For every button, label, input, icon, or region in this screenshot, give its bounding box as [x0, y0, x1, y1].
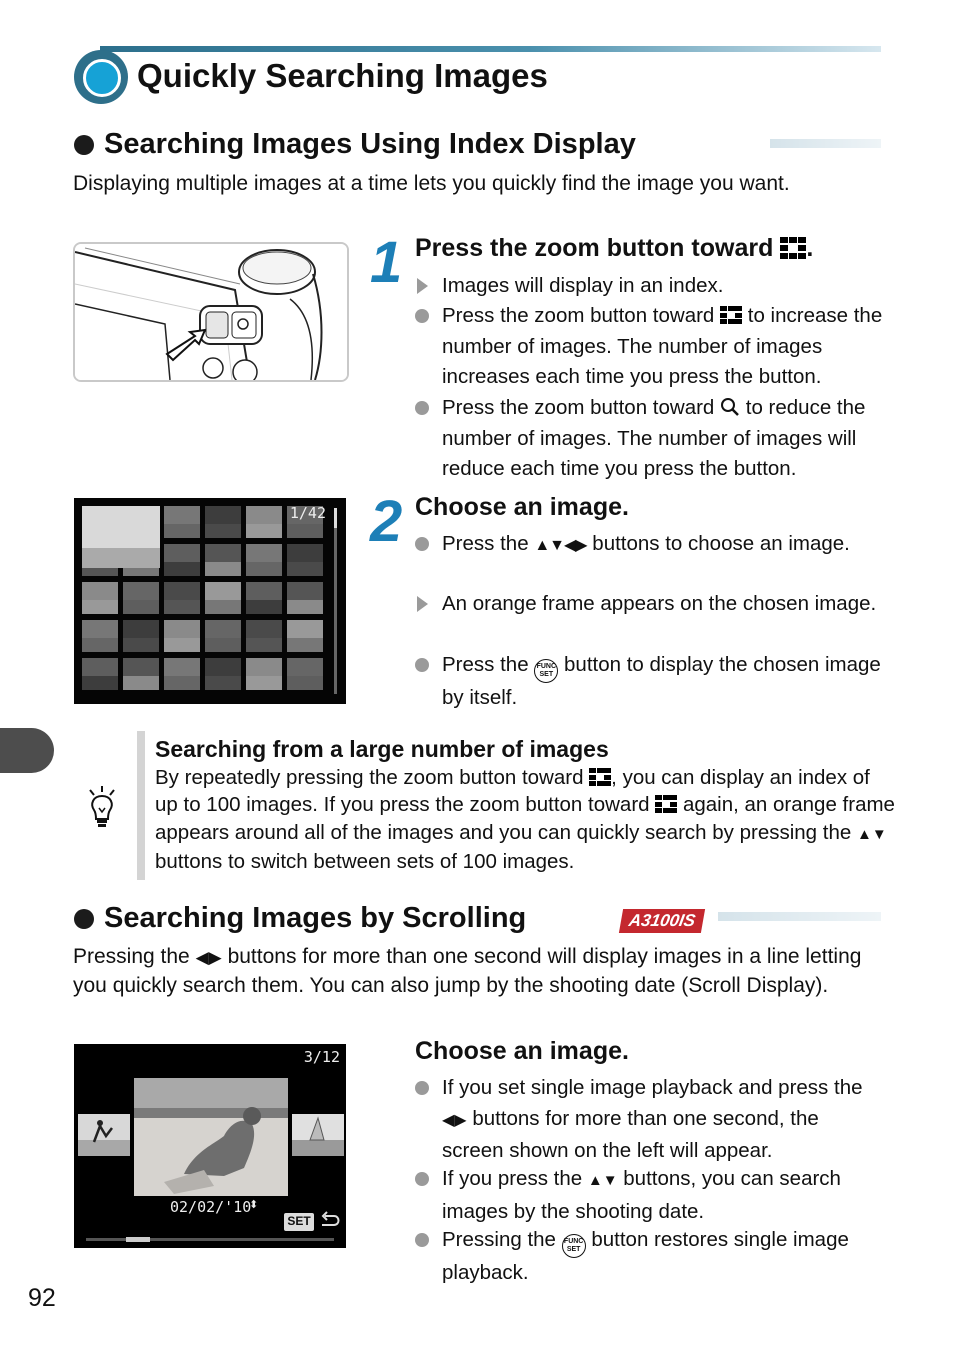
- func-set-button-icon: FUNC SET: [534, 659, 558, 683]
- camera-back-drawing: [75, 244, 347, 380]
- arrow-buttons-icon: ▲▼◀▶: [534, 537, 587, 554]
- thumbnail-detail: [82, 600, 118, 614]
- thumbnail-detail: [164, 524, 200, 538]
- tip-text-1: By repeatedly pressing the zoom button toward: [155, 766, 584, 789]
- thumbnail-detail: [246, 638, 282, 652]
- index-display-screen: [74, 498, 346, 704]
- result-arrow-icon: [417, 596, 428, 612]
- bullet-dot-icon: [415, 537, 429, 551]
- index-zoom-icon: [655, 795, 677, 813]
- index-zoom-icon: [720, 306, 742, 324]
- set-button-label: SET: [287, 1214, 311, 1228]
- func-set-button-icon: FUNC SET: [562, 1234, 586, 1258]
- step1-bullet-2: [415, 301, 885, 393]
- bullet-dot-icon: [415, 1233, 429, 1247]
- bullet-dot-icon: [415, 1081, 429, 1095]
- step-title-3: Choose an image.: [415, 1037, 629, 1065]
- index-zoom-icon: [780, 237, 806, 259]
- header-circle-inner-icon: [83, 59, 121, 97]
- index-thumbnail-grid: [74, 498, 346, 704]
- thumbnail-detail: [246, 600, 282, 614]
- thumbnail-detail: [287, 562, 323, 576]
- date-updown-icon: ⬍: [249, 1199, 259, 1211]
- chapter-side-tab: [0, 728, 54, 773]
- thumbnail-detail: [205, 600, 241, 614]
- step2-bullet-1-pre: Press the: [442, 532, 529, 555]
- step1-bullet-2-post: to increase the number of images. The number of images increases each time you press the button.: [442, 304, 883, 388]
- thumbnail-detail: [287, 524, 323, 538]
- page-title: Quickly Searching Images: [137, 57, 548, 94]
- step-number-2: 2: [370, 489, 403, 554]
- step2-bullet-1: [415, 529, 885, 562]
- thumbnail-detail: [246, 524, 282, 538]
- bullet-dot-icon: [415, 658, 429, 672]
- header-rule: [100, 46, 881, 52]
- thumbnail-detail: [123, 600, 159, 614]
- camera-illustration: [73, 242, 349, 382]
- index-zoom-icon: [589, 768, 611, 786]
- section-title-scrolling: Searching Images by Scrolling: [104, 902, 527, 934]
- tip-text-4: buttons to switch between sets of 100 images.: [155, 850, 575, 874]
- step3-bullet-2-post: buttons, you can search images by the shooting date.: [442, 1167, 841, 1223]
- thumbnail-detail: [205, 676, 241, 690]
- step1-bullet-3-post: to reduce the number of images. The number of images will reduce each time you press the button.: [442, 396, 866, 480]
- step2-bullet-2-text: An orange frame appears on the chosen image.: [442, 592, 877, 615]
- thumbnail-detail: [123, 676, 159, 690]
- thumbnail-detail: [82, 676, 118, 690]
- thumbnail-detail: [82, 638, 118, 652]
- step2-bullet-2: [415, 589, 885, 620]
- model-badge: A3100IS: [619, 909, 705, 933]
- step2-bullet-3-pre: Press the: [442, 653, 529, 676]
- thumbnail-detail: [205, 524, 241, 538]
- section-intro-scrolling: [73, 943, 881, 1000]
- scroll-intro-pre: Pressing the: [73, 945, 190, 968]
- scroll-date: 02/02/'10: [170, 1198, 252, 1216]
- thumbnail-detail: [287, 638, 323, 652]
- thumbnail-detail: [164, 676, 200, 690]
- step3-bullet-3-post: button restores single image playback.: [442, 1228, 849, 1284]
- updown-buttons-icon: ▲▼: [856, 825, 887, 843]
- thumbnail-detail: [123, 638, 159, 652]
- step3-bullet-1-post: buttons for more than one second, the screen shown on the left will appear.: [442, 1106, 819, 1162]
- step-title-1-period: .: [806, 234, 814, 262]
- scroll-display-screen: [74, 1044, 346, 1248]
- thumbnail-detail: [164, 638, 200, 652]
- bullet-dot-icon: [415, 1172, 429, 1186]
- step3-bullet-3: [415, 1225, 885, 1289]
- leftright-buttons-icon: ◀▶: [195, 948, 222, 967]
- step3-bullet-3-pre: Pressing the: [442, 1228, 556, 1251]
- step1-bullet-2-pre: Press the zoom button toward: [442, 304, 715, 327]
- section-rule: [718, 912, 881, 921]
- section-bullet-icon: [74, 909, 94, 929]
- scroll-counter: 3/12: [303, 1048, 340, 1066]
- section-intro-index: Displaying multiple images at a time lets you quickly find the image you want.: [73, 172, 790, 195]
- step3-bullet-1: [415, 1073, 885, 1167]
- step2-bullet-1-post: buttons to choose an image.: [592, 532, 850, 555]
- thumbnail-detail: [205, 638, 241, 652]
- updown-buttons-icon: ▲▼: [587, 1172, 618, 1189]
- step-number-1: 1: [370, 230, 403, 295]
- lightbulb-hint-icon: [86, 786, 118, 830]
- thumbnail-detail: [82, 548, 160, 568]
- step1-bullet-3: [415, 393, 885, 485]
- thumbnail-detail: [287, 600, 323, 614]
- step2-bullet-3-post: button to display the chosen image by itself.: [442, 653, 881, 709]
- thumbnail-detail: [205, 562, 241, 576]
- tip-title: Searching from a large number of images: [155, 736, 609, 762]
- thumbnail-detail: [164, 562, 200, 576]
- tip-body: [155, 764, 895, 876]
- section-bullet-icon: [74, 135, 94, 155]
- bullet-dot-icon: [415, 401, 429, 415]
- magnify-zoom-icon: [720, 397, 740, 417]
- step3-bullet-2: [415, 1164, 885, 1227]
- result-arrow-icon: [417, 278, 428, 294]
- step-title-2: Choose an image.: [415, 493, 629, 521]
- step3-bullet-2-pre: If you press the: [442, 1167, 583, 1190]
- step-title-1: [415, 234, 813, 263]
- tip-text-2: , you can display an index of up to 100 images. If you press the zoom button toward: [155, 766, 870, 817]
- bullet-dot-icon: [415, 309, 429, 323]
- thumbnail-detail: [287, 676, 323, 690]
- thumbnail-detail: [164, 600, 200, 614]
- tip-side-bar: [137, 731, 145, 880]
- scroll-intro-post: buttons for more than one second will display images in a line letting you quickly search them. You can also jump by the shooting date (Scroll Display).: [73, 945, 862, 997]
- step1-bullet-1-text: Images will display in an index.: [442, 274, 724, 297]
- step3-bullet-1-pre: If you set single image playback and press the: [442, 1076, 863, 1099]
- section-title-index: Searching Images Using Index Display: [104, 128, 636, 160]
- tip-text-3: again, an orange frame appears around all of the images and you can quickly search by pressing the: [155, 793, 895, 844]
- index-counter: 1/42: [289, 504, 326, 522]
- step2-bullet-3: [415, 650, 885, 714]
- thumbnail-detail: [246, 676, 282, 690]
- step1-bullet-3-pre: Press the zoom button toward: [442, 396, 715, 419]
- leftright-buttons-icon: ◀▶: [442, 1111, 467, 1129]
- section-rule: [770, 139, 881, 148]
- thumbnail-detail: [246, 562, 282, 576]
- step-title-1-text: Press the zoom button toward: [415, 234, 774, 262]
- step1-bullet-1: [415, 271, 885, 302]
- page-number: 92: [28, 1284, 56, 1312]
